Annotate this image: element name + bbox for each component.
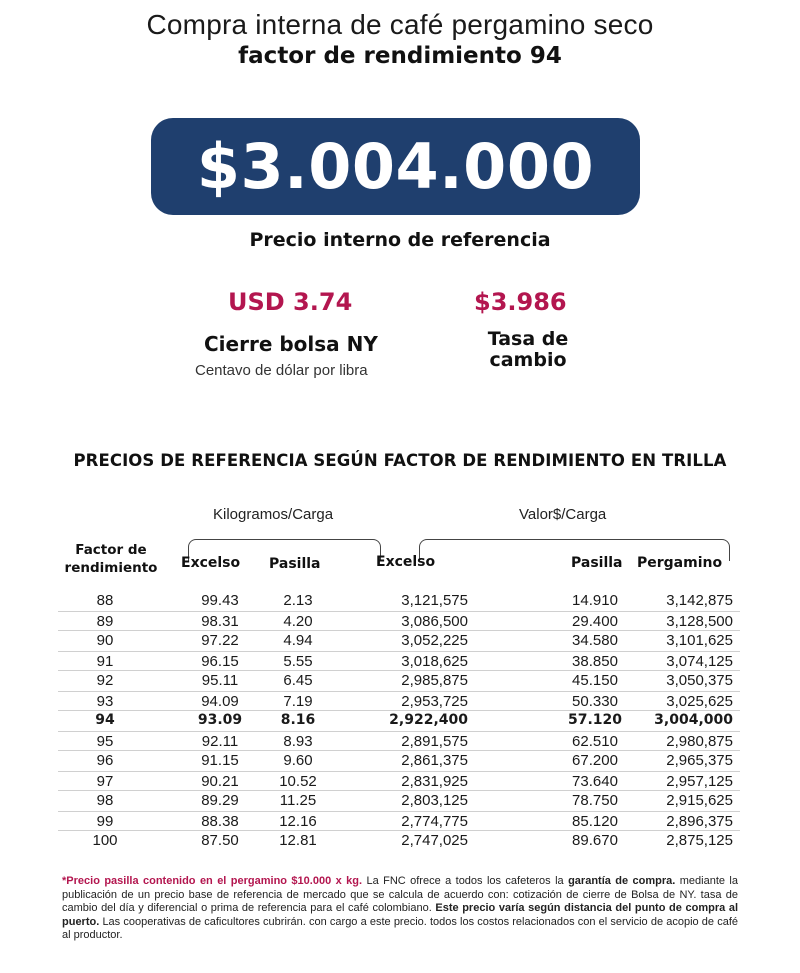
- col-header-excelso-kg: Excelso: [181, 555, 241, 571]
- cell-excelso-value: 2,891,575: [401, 733, 468, 750]
- cell-excelso-value: 2,985,875: [401, 672, 468, 689]
- cell-pasilla-kg: 4.94: [283, 632, 313, 649]
- cell-factor: 89: [96, 613, 114, 630]
- table-row: [58, 651, 740, 671]
- cell-pasilla-kg: 11.25: [279, 792, 317, 809]
- cell-pasilla-value: 50.330: [572, 693, 618, 710]
- page-title: Compra interna de café pergamino seco: [146, 9, 654, 40]
- cell-pasilla-kg: 5.55: [283, 653, 313, 670]
- cell-pergamino-value: 2,896,375: [666, 813, 733, 830]
- cell-excelso-kg: 93.09: [197, 712, 243, 728]
- cell-pergamino-value: 2,965,375: [666, 752, 733, 769]
- table-row: [58, 791, 740, 811]
- cell-pergamino-value: 3,004,000: [654, 712, 733, 728]
- cell-factor: 94: [95, 712, 115, 728]
- cell-excelso-kg: 99.43: [201, 592, 239, 609]
- group-header-kg: Kilogramos/Carga: [213, 506, 334, 523]
- reference-price-value: $3.004.000: [196, 130, 595, 203]
- cell-excelso-value: 3,052,225: [401, 632, 468, 649]
- cell-excelso-value: 2,747,025: [401, 832, 468, 849]
- table-row: [58, 731, 740, 751]
- cell-excelso-kg: 89.29: [201, 792, 239, 809]
- cell-pasilla-value: 29.400: [572, 613, 618, 630]
- cell-pasilla-kg: 4.20: [283, 613, 313, 630]
- cell-pasilla-kg: 7.19: [283, 693, 313, 710]
- cell-excelso-value: 2,803,125: [401, 792, 468, 809]
- footnote-distance-note: Este precio varía según distancia del punto de compra al puerto.: [62, 902, 738, 928]
- table-row: [58, 711, 740, 731]
- cell-pergamino-value: 2,957,125: [666, 773, 733, 790]
- cell-factor: 100: [92, 832, 118, 849]
- cell-pergamino-value: 3,101,625: [666, 632, 733, 649]
- table-title: PRECIOS DE REFERENCIA SEGÚN FACTOR DE RENDIMIENTO EN TRILLA: [73, 451, 727, 470]
- cell-pasilla-value: 62.510: [572, 733, 618, 750]
- cell-pasilla-value: 38.850: [572, 653, 618, 670]
- table-row: [58, 671, 740, 691]
- cell-factor: 99: [96, 813, 114, 830]
- reference-price-label: Precio interno de referencia: [249, 229, 551, 251]
- cell-pergamino-value: 3,025,625: [666, 693, 733, 710]
- table-row: [58, 631, 740, 651]
- cell-pergamino-value: 3,142,875: [666, 592, 733, 609]
- cell-excelso-kg: 98.31: [201, 613, 239, 630]
- cell-pasilla-value: 14.910: [572, 592, 618, 609]
- cell-pasilla-value: 85.120: [572, 813, 618, 830]
- table-row: [58, 771, 740, 791]
- cell-pasilla-value: 78.750: [572, 792, 618, 809]
- cell-pasilla-value: 89.670: [572, 832, 618, 849]
- reference-price-box: [151, 118, 640, 215]
- cell-excelso-value: 2,774,775: [401, 813, 468, 830]
- col-header-pasilla-value: Pasilla: [571, 555, 623, 571]
- cell-excelso-value: 3,121,575: [401, 592, 468, 609]
- cell-excelso-kg: 97.22: [201, 632, 239, 649]
- ny-close-unit: Centavo de dólar por libra: [195, 362, 368, 379]
- ny-close-value: USD 3.74: [228, 288, 353, 316]
- cell-pasilla-kg: 2.13: [283, 592, 313, 609]
- cell-pergamino-value: 2,915,625: [666, 792, 733, 809]
- footnote-text-1: La FNC ofrece a todos los cafeteros la: [362, 875, 569, 887]
- group-header-value: Valor$/Carga: [519, 506, 607, 523]
- footnote-guarantee: garantía de compra.: [568, 875, 676, 887]
- cell-excelso-value: 3,086,500: [401, 613, 468, 630]
- cell-excelso-kg: 94.09: [201, 693, 239, 710]
- cell-pasilla-value: 67.200: [572, 752, 618, 769]
- cell-factor: 91: [96, 653, 114, 670]
- cell-pasilla-value: 34.580: [572, 632, 618, 649]
- cell-pasilla-kg: 8.16: [280, 712, 316, 728]
- cell-pergamino-value: 3,050,375: [666, 672, 733, 689]
- footnote-pasilla-price: *Precio pasilla contenido en el pergamino $10.000 x kg.: [62, 875, 363, 887]
- table-row: [58, 591, 740, 611]
- cell-excelso-value: 2,861,375: [401, 752, 468, 769]
- cell-factor: 88: [96, 592, 114, 609]
- cell-pasilla-value: 57.120: [567, 712, 623, 728]
- table-row: [58, 831, 740, 851]
- footnote-text-3: Las cooperativas de caficultores cubrirán. con cargo a este precio. todos los costos relacionados con el servicio de acopio de café al productor.: [62, 915, 738, 942]
- table-row: [58, 751, 740, 771]
- cell-factor: 93: [96, 693, 114, 710]
- cell-excelso-value: 3,018,625: [401, 653, 468, 670]
- cell-pasilla-kg: 12.81: [279, 832, 317, 849]
- cell-pasilla-kg: 9.60: [283, 752, 313, 769]
- reference-price-table: [58, 591, 740, 851]
- cell-excelso-kg: 92.11: [201, 733, 239, 750]
- cell-pasilla-value: 45.150: [572, 672, 618, 689]
- cell-excelso-kg: 95.11: [201, 672, 239, 689]
- cell-excelso-value: 2,922,400: [389, 712, 468, 728]
- table-row: [58, 691, 740, 711]
- cell-pergamino-value: 3,128,500: [666, 613, 733, 630]
- cell-pergamino-value: 3,074,125: [666, 653, 733, 670]
- table-row: [58, 811, 740, 831]
- cell-pasilla-kg: 10.52: [279, 773, 317, 790]
- cell-excelso-kg: 90.21: [201, 773, 239, 790]
- cell-factor: 95: [96, 733, 114, 750]
- footnote: [62, 875, 738, 943]
- cell-excelso-value: 2,831,925: [401, 773, 468, 790]
- cell-factor: 96: [96, 752, 114, 769]
- exchange-rate-label: Tasa de cambio: [487, 328, 569, 371]
- cell-excelso-kg: 96.15: [201, 653, 239, 670]
- cell-pergamino-value: 2,875,125: [666, 832, 733, 849]
- table-row: [58, 611, 740, 631]
- cell-excelso-kg: 91.15: [201, 752, 239, 769]
- ny-close-label: Cierre bolsa NY: [204, 332, 378, 356]
- cell-excelso-kg: 88.38: [201, 813, 239, 830]
- col-header-factor: Factor de rendimiento: [64, 542, 158, 576]
- cell-factor: 90: [96, 632, 114, 649]
- cell-factor: 97: [96, 773, 114, 790]
- cell-pasilla-value: 73.640: [572, 773, 618, 790]
- cell-pasilla-kg: 12.16: [279, 813, 317, 830]
- cell-pasilla-kg: 6.45: [283, 672, 313, 689]
- cell-factor: 98: [96, 792, 114, 809]
- footnote-text-2: mediante la publicación de un precio base de referencia de mercado que se calcula de acuerdo con: cotización de cierre de Bolsa de NY. tasa de cambio del día y diferencial o prima de referencia para el café colombiano.: [62, 875, 738, 915]
- page-subtitle: factor de rendimiento 94: [238, 43, 562, 69]
- col-header-pergamino-value: Pergamino: [637, 555, 723, 571]
- cell-pasilla-kg: 8.93: [283, 733, 313, 750]
- cell-pergamino-value: 2,980,875: [666, 733, 733, 750]
- cell-factor: 92: [96, 672, 114, 689]
- cell-excelso-kg: 87.50: [201, 832, 239, 849]
- col-header-excelso-value: Excelso: [376, 554, 436, 570]
- col-header-pasilla-kg: Pasilla: [269, 556, 321, 572]
- cell-excelso-value: 2,953,725: [401, 693, 468, 710]
- exchange-rate-value: $3.986: [474, 288, 567, 316]
